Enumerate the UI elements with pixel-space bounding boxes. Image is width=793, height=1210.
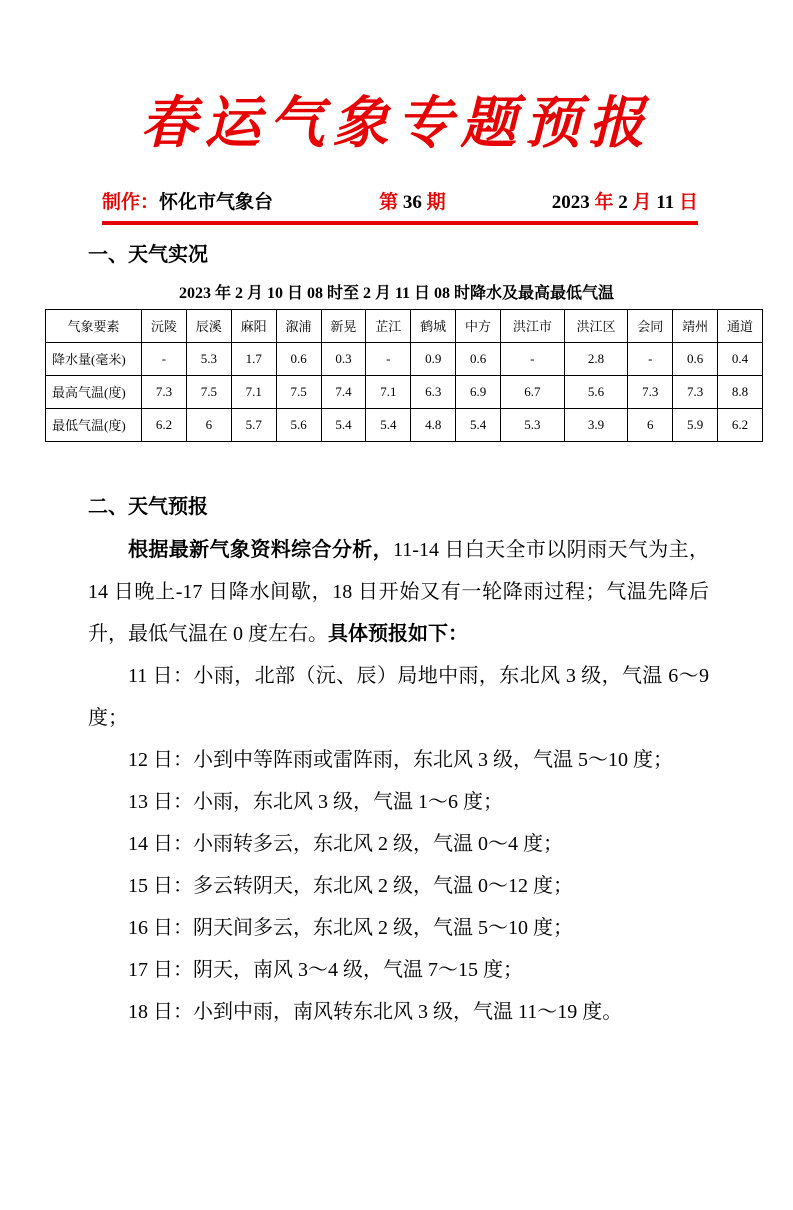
page-title: 春运气象专题预报 [140, 93, 653, 155]
table-cell: 3.9 [564, 408, 628, 441]
weather-observation-table [45, 309, 763, 442]
table-row [46, 408, 763, 441]
issue-prefix: 第 [379, 191, 399, 213]
table-cell: - [142, 342, 187, 375]
table-header-cell: 会同 [628, 309, 673, 342]
table-header-cell: 沅陵 [142, 309, 187, 342]
table-cell: - [628, 342, 673, 375]
table-cell: 5.7 [231, 408, 276, 441]
issue-number: 36 [398, 191, 427, 213]
table-row [46, 342, 763, 375]
issue-suffix: 期 [426, 191, 446, 213]
table-header-cell: 鹤城 [411, 309, 456, 342]
table-header-label: 气象要素 [46, 309, 142, 342]
table-cell: 5.4 [321, 408, 366, 441]
forecast-day-13: 13 日：小雨，东北风 3 级，气温 1～6 度； [128, 790, 503, 813]
date-month: 2 [613, 191, 633, 213]
table-cell: 5.4 [456, 408, 501, 441]
maker-value: 怀化市气象台 [159, 191, 274, 213]
table-cell: 6 [628, 408, 673, 441]
table-cell: 7.3 [673, 375, 718, 408]
table-header-cell: 洪江区 [564, 309, 628, 342]
table-cell: 6.9 [456, 375, 501, 408]
table-cell: 7.3 [142, 375, 187, 408]
table-cell: 6 [186, 408, 231, 441]
weather-table-title: 2023 年 2 月 10 日 08 时至 2 月 11 日 08 时降水及最高最低气温 [178, 284, 615, 302]
table-header-cell: 通道 [718, 309, 763, 342]
table-cell: 5.3 [186, 342, 231, 375]
table-cell: 8.8 [718, 375, 763, 408]
table-cell: 0.6 [673, 342, 718, 375]
table-cell: 0.6 [276, 342, 321, 375]
intro-lead-bold: 根据最新气象资料综合分析， [128, 538, 394, 561]
table-cell: 7.5 [186, 375, 231, 408]
table-cell: 0.3 [321, 342, 366, 375]
forecast-intro-paragraph [88, 529, 709, 655]
table-row-label: 最低气温(度) [46, 408, 142, 441]
forecast-day-17: 17 日：阴天，南风 3～4 级，气温 7～15 度； [128, 958, 523, 981]
header-divider-rule [102, 221, 698, 225]
forecast-day-15: 15 日：多云转阴天，东北风 2 级，气温 0～12 度； [128, 874, 573, 897]
table-cell: 5.3 [501, 408, 565, 441]
weather-table-header-row [46, 309, 763, 342]
table-cell: 5.6 [564, 375, 628, 408]
forecast-day-11: 11 日：小雨，北部（沅、辰）局地中雨，东北风 3 级，气温 6～9 度； [88, 664, 709, 729]
date-year: 2023 [551, 191, 595, 213]
issue-field [379, 187, 446, 214]
weather-table-body [46, 309, 763, 441]
table-header-cell: 新晃 [321, 309, 366, 342]
table-cell: 0.9 [411, 342, 456, 375]
table-header-cell: 溆浦 [276, 309, 321, 342]
table-cell: - [501, 342, 565, 375]
forecast-day-16: 16 日：阴天间多云，东北风 2 级，气温 5～10 度； [128, 916, 573, 939]
forecast-body [88, 529, 709, 1033]
table-cell: 5.4 [366, 408, 411, 441]
forecast-day-14: 14 日：小雨转多云，东北风 2 级，气温 0～4 度； [128, 832, 563, 855]
table-cell: 0.6 [456, 342, 501, 375]
maker-field [102, 187, 273, 214]
table-header-cell: 洪江市 [501, 309, 565, 342]
table-row-label: 降水量(毫米) [46, 342, 142, 375]
maker-label: 制作： [102, 191, 160, 213]
table-header-cell: 中方 [456, 309, 501, 342]
forecast-day-18: 18 日：小到中雨，南风转东北风 3 级，气温 11～19 度。 [128, 1000, 623, 1023]
intro-tail-bold: 具体预报如下： [328, 622, 468, 645]
date-day-unit: 日 [678, 191, 698, 213]
table-cell: 5.9 [673, 408, 718, 441]
table-cell: 5.6 [276, 408, 321, 441]
table-header-cell: 辰溪 [186, 309, 231, 342]
table-cell: 0.4 [718, 342, 763, 375]
table-cell: 6.7 [501, 375, 565, 408]
date-month-unit: 月 [632, 191, 652, 213]
table-cell: 7.4 [321, 375, 366, 408]
forecast-day-12: 12 日：小到中等阵雨或雷阵雨，东北风 3 级，气温 5～10 度； [128, 748, 673, 771]
table-header-cell: 靖州 [673, 309, 718, 342]
table-row-label: 最高气温(度) [46, 375, 142, 408]
table-cell: 7.5 [276, 375, 321, 408]
document-meta-row [102, 187, 698, 214]
table-cell: 7.1 [366, 375, 411, 408]
table-cell: 2.8 [564, 342, 628, 375]
date-field [552, 187, 698, 214]
table-cell: 7.3 [628, 375, 673, 408]
table-cell: 4.8 [411, 408, 456, 441]
table-cell: 6.2 [142, 408, 187, 441]
table-cell: 6.2 [718, 408, 763, 441]
table-cell: 6.3 [411, 375, 456, 408]
table-row [46, 375, 763, 408]
intro-text: 11-14 日白天全市以阴雨天气为主，14 日晚上-17 日降水间歇，18 日开始又有一轮降雨过程；气温先降后升，最低气温在 0 度左右。 [88, 538, 710, 645]
table-header-cell: 麻阳 [231, 309, 276, 342]
document-page [0, 88, 793, 1210]
table-cell: 7.1 [231, 375, 276, 408]
table-cell: 1.7 [231, 342, 276, 375]
table-header-cell: 芷江 [366, 309, 411, 342]
section1-heading: 一、天气实况 [88, 243, 208, 266]
table-cell: - [366, 342, 411, 375]
date-day: 11 [651, 191, 679, 213]
section2-heading: 二、天气预报 [88, 495, 208, 518]
date-year-unit: 年 [594, 191, 614, 213]
